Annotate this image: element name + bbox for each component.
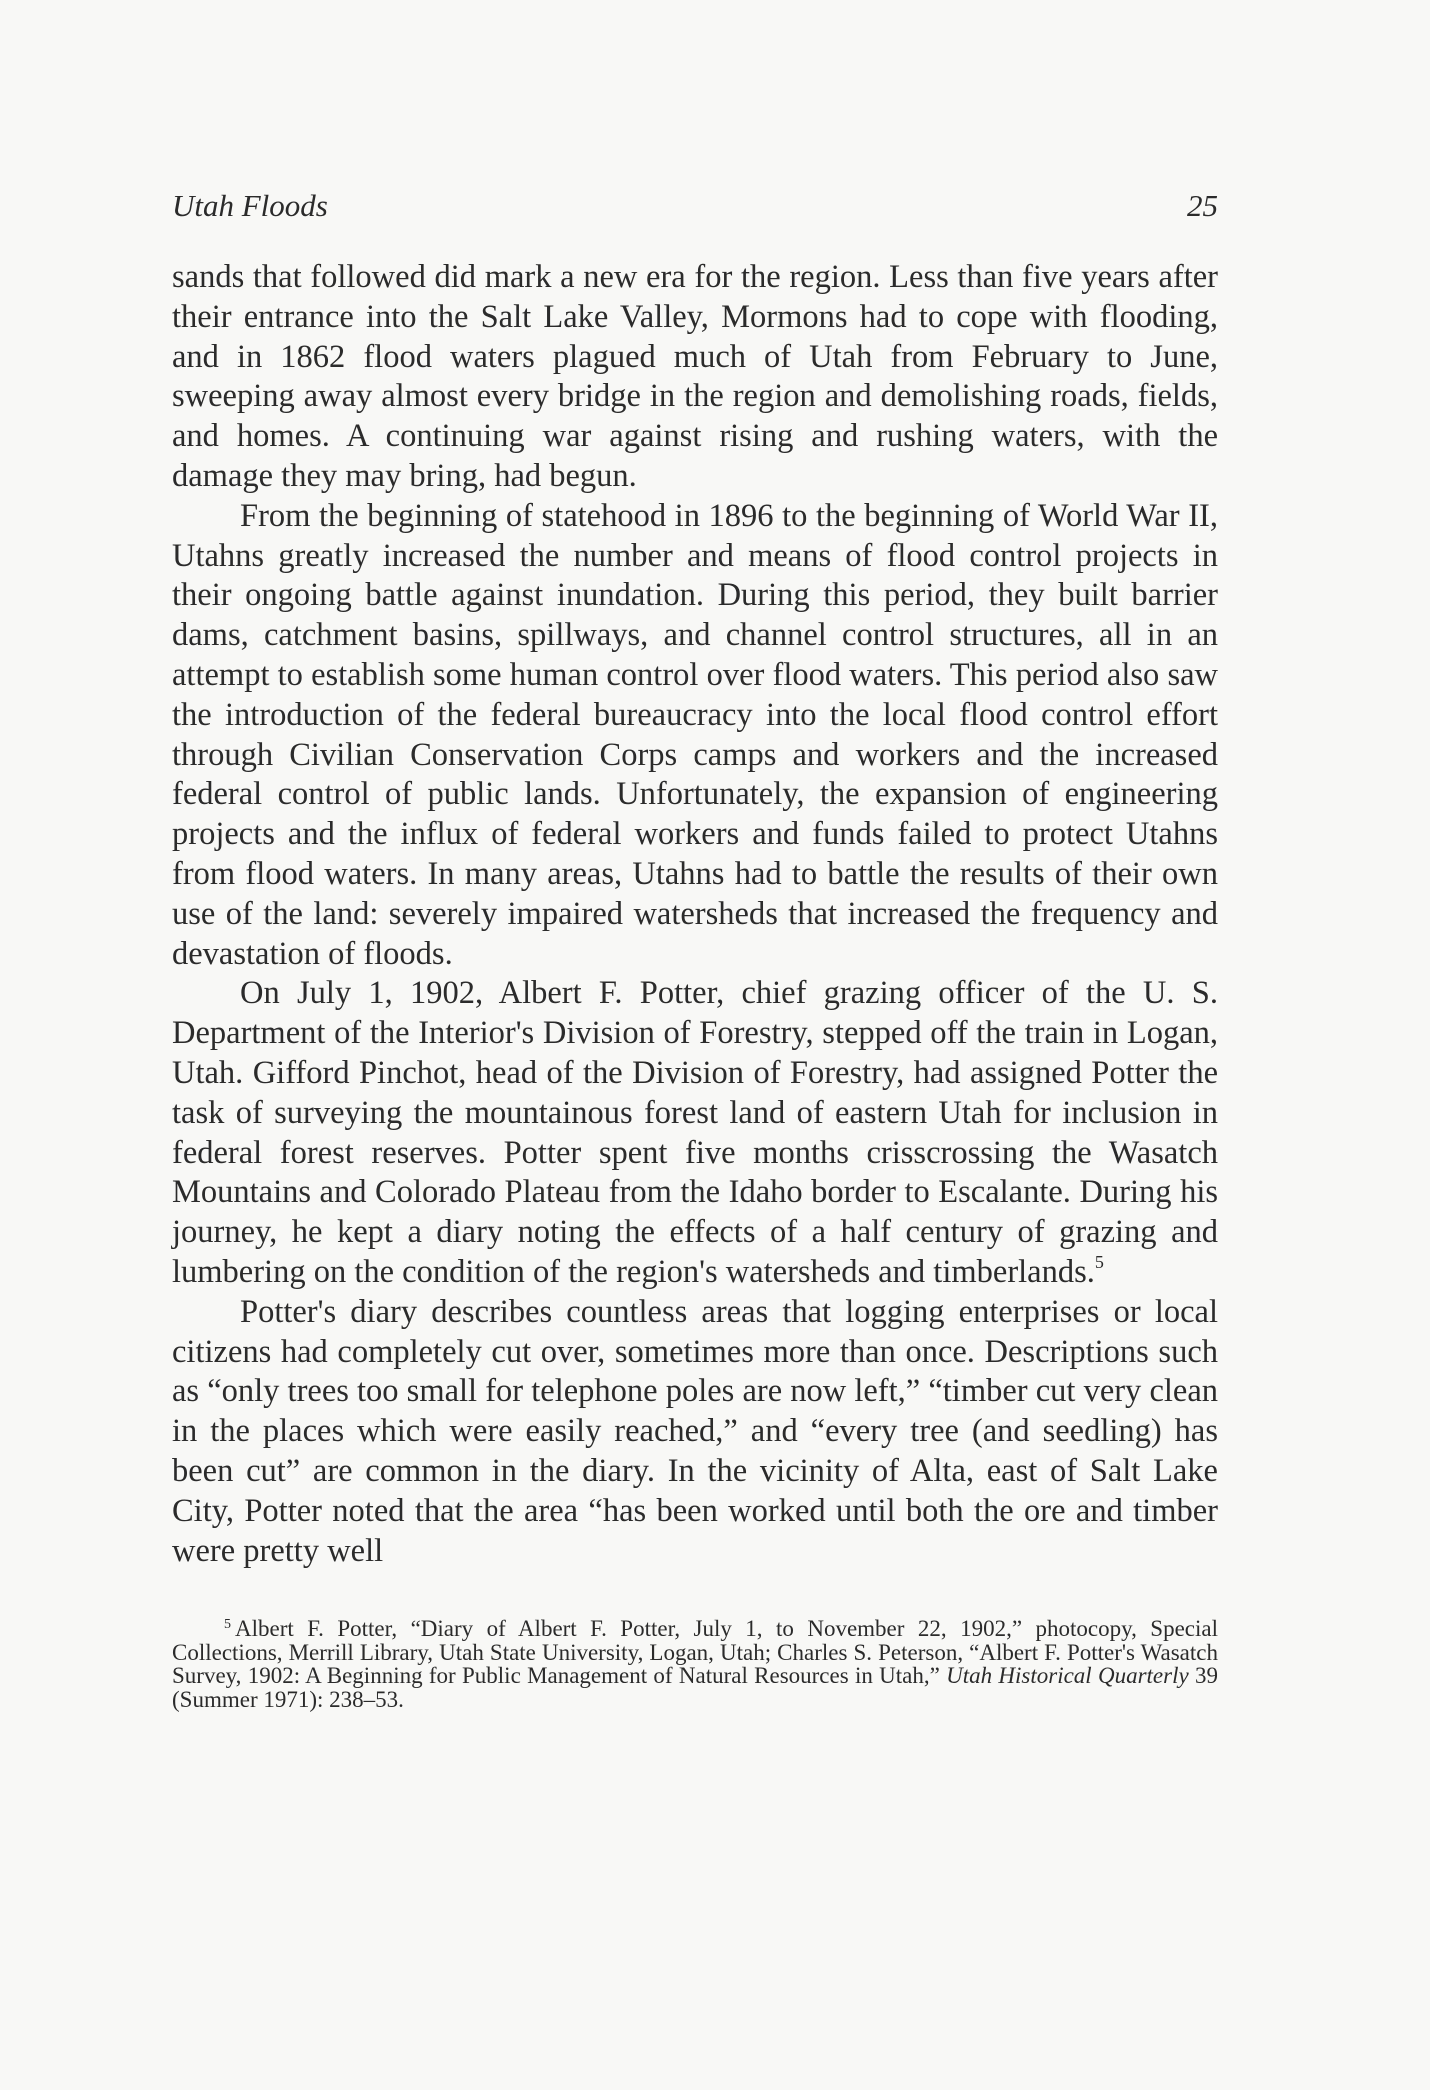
running-title: Utah Floods [172,188,328,223]
paragraph-1-text: sands that followed did mark a new era for the region. Less than five years after their entrance into the Salt Lake Valley, Mormons had to cope with flooding, and in 1862 flood waters plagued much of Utah from February to June, sweeping away almost every bridge in the region and demolishing roads, fields, and homes. A continuing war against rising and rushing waters, with the damage they may bring, had begun. [172,259,1218,494]
paragraph-3-text: On July 1, 1902, Albert F. Potter, chief grazing officer of the U. S. Department of the Interior's Division of Forestry, stepped off the train in Logan, Utah. Gifford Pinchot, head of the Division of Forestry, had assigned Potter the task of surveying the mountainous forest land of eastern Utah for inclusion in federal forest reserves. Potter spent five months crisscrossing the Wasatch Mountains and Colorado Plateau from the Idaho border to Escalante. During his journey, he kept a diary noting the effects of a half century of grazing and lumbering on the condition of the region's watersheds and timberlands. [172,975,1218,1290]
page-body [172,188,1218,1711]
page-number: 25 [1187,188,1218,223]
footnote-reference: 5 [1094,1251,1104,1272]
paragraph-3 [172,974,1218,1292]
footnote-text-b: 39 (Summer 1971): 238–53. [172,1663,1218,1712]
footnote-5 [172,1613,1218,1711]
paragraph-4-text: Potter's diary describes countless areas that logging enterprises or local citizens had completely cut over, sometimes more than once. Descriptions such as “only trees too small for telephone poles are now left,” “timber cut very clean in the places which were easily reached,” and “every tree (and seedling) has been cut” are common in the diary. In the vicinity of Alta, east of Salt Lake City, Potter noted that the area “has been worked until both the ore and timber were pretty well [172,1293,1218,1569]
footnote-journal-title: Utah Historical Quarterly [946,1663,1189,1689]
footnote-text-a: Albert F. Potter, “Diary of Albert F. Potter, July 1, to November 22, 1902,” photocopy, Special Collections, Merrill Library, Utah State University, Logan, Utah; Charles S. Peterson, “Albert F. Potter's Wasatch Survey, 1902: A Beginning for Public Management of Natural Resources in Utah,” [172,1616,1218,1689]
paragraph-4 [172,1293,1218,1572]
paragraph-2-text: From the beginning of statehood in 1896 to the beginning of World War II, Utahns greatly increased the number and means of flood control projects in their ongoing battle against inundation. During this period, they built barrier dams, catchment basins, spillways, and channel control structures, all in an attempt to establish some human control over flood waters. This period also saw the introduction of the federal bureaucracy into the local flood control effort through Civilian Conservation Corps camps and workers and the increased federal control of public lands. Unfortunately, the expansion of engineering projects and the influx of federal workers and funds failed to protect Utahns from flood waters. In many areas, Utahns had to battle the results of their own use of the land: severely impaired watersheds that increased the frequency and devastation of floods. [172,497,1218,972]
paragraph-2 [172,497,1218,975]
paragraph-1 [172,258,1218,497]
running-head [172,188,1218,232]
footnote-mark: 5 [224,1617,231,1633]
footnotes [172,1613,1218,1711]
